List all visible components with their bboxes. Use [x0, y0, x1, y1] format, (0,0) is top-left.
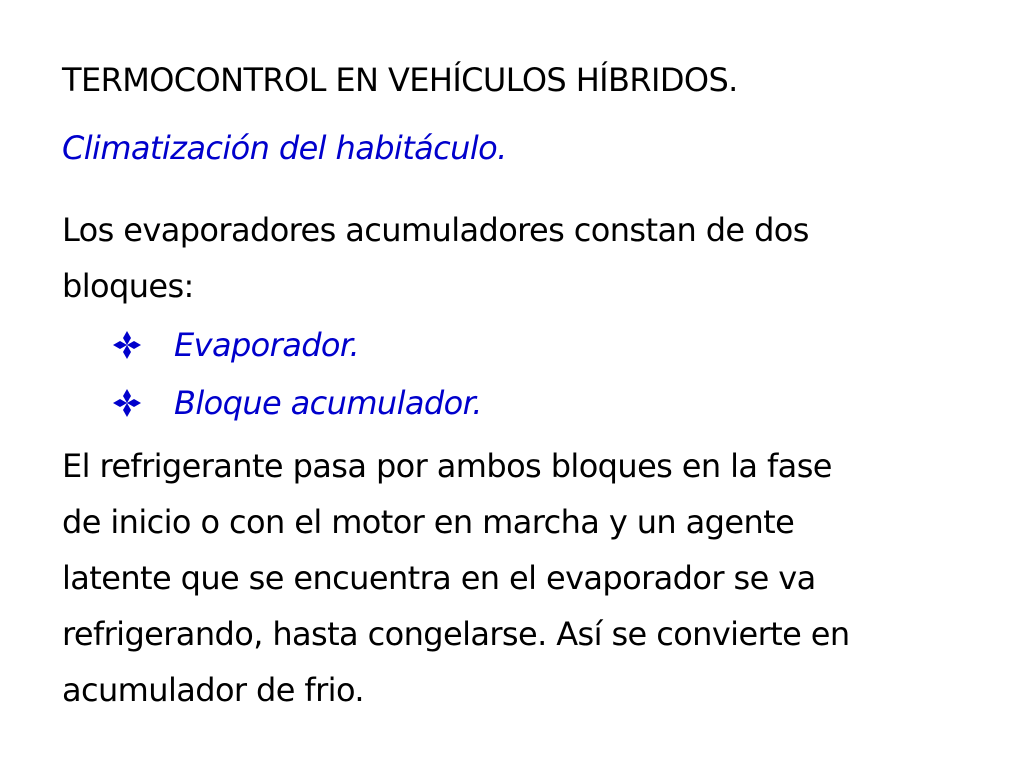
body-line: latente que se encuentra en el evaporador se va: [62, 559, 816, 597]
body-line: de inicio o con el motor en marcha y un agente: [62, 503, 795, 541]
body-line: acumulador de frio.: [62, 671, 364, 709]
intro-line: Los evaporadores acumuladores constan de dos: [62, 211, 809, 249]
body-line: refrigerando, hasta congelarse. Así se convierte en: [62, 615, 850, 653]
intro-line: bloques:: [62, 267, 194, 305]
bullet-item: [112, 374, 482, 432]
diamond-bullet-icon: [112, 388, 142, 418]
bullet-label: Bloque acumulador.: [174, 384, 482, 422]
intro-paragraph: [62, 202, 809, 314]
diamond-bullet-icon: [112, 330, 142, 360]
body-line: El refrigerante pasa por ambos bloques en la fase: [62, 447, 832, 485]
bullet-list: [112, 316, 482, 432]
slide-title: TERMOCONTROL EN VEHÍCULOS HÍBRIDOS.: [62, 61, 738, 99]
body-paragraph: [62, 438, 850, 718]
bullet-label: Evaporador.: [174, 326, 360, 364]
slide-subtitle: Climatización del habitáculo.: [62, 129, 507, 167]
bullet-item: [112, 316, 482, 374]
